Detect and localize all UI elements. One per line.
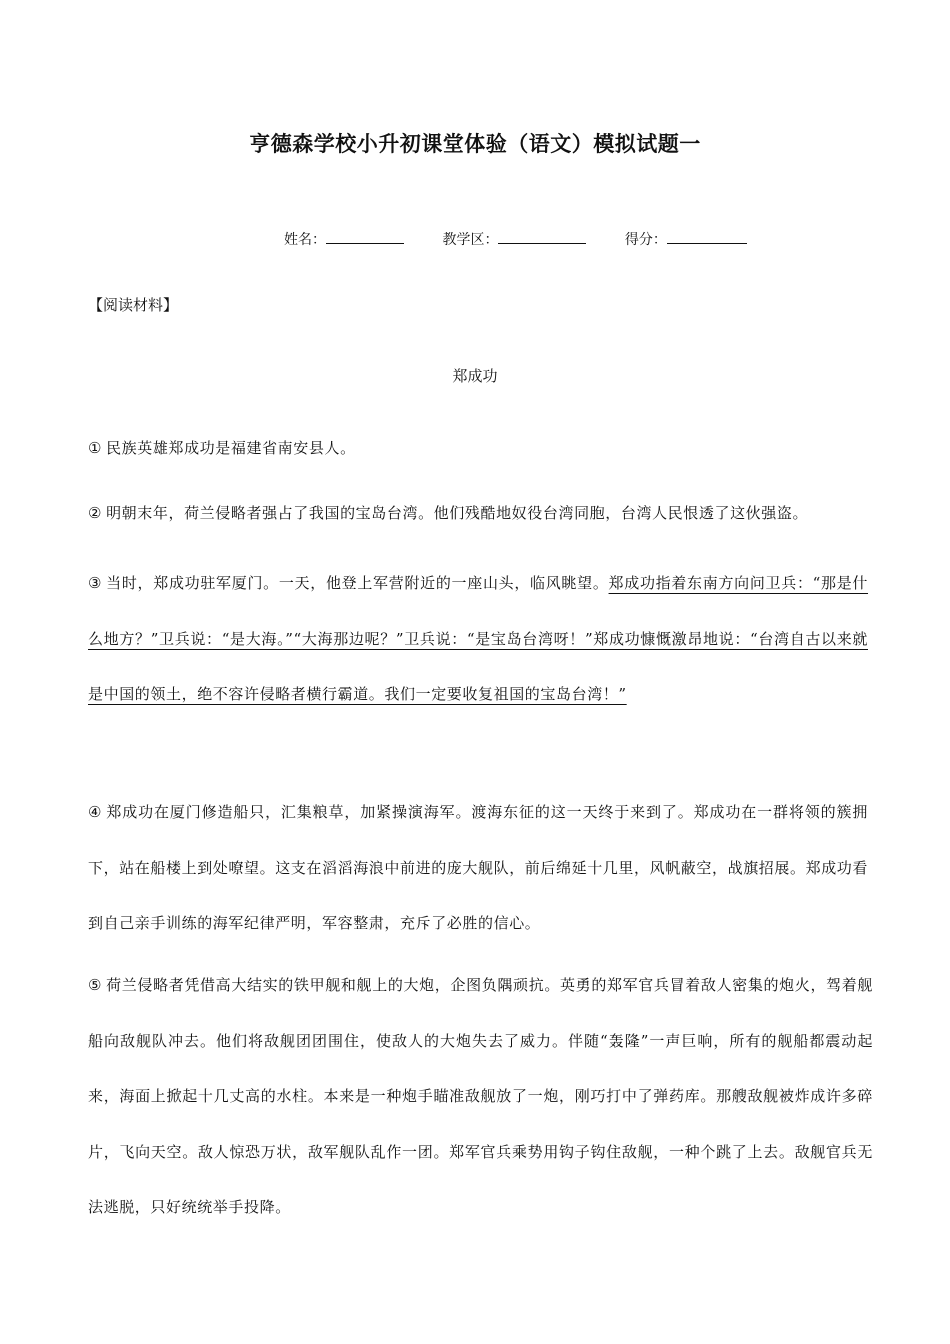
underlined-passage: 郑成功指着东南方向问卫兵：“那是什么地方？”卫兵说：“是大海。”“大海那边呢？”卫兵说：“是宝岛台湾呀！”郑成功慷慨激昂地说：“台湾自古以来就是中国的领土，绝不容许侵略者横行霸道。我们一定要收复祖国的宝岛台湾！” <box>88 574 869 703</box>
paragraph-2 <box>88 486 868 542</box>
paragraph-text: 荷兰侵略者凭借高大结实的铁甲舰和舰上的大炮，企图负隅顽抗。英勇的郑军官兵冒着敌人密集的炮火，驾着舰船向敌舰队冲去。他们将敌舰团团围住，使敌人的大炮失去了威力。伴随“轰隆”一声巨响，所有的舰船都震动起来，海面上掀起十几丈高的水柱。本来是一种炮手瞄准敌舰放了一炮，刚巧打中了弹药库。那艘敌舰被炸成许多碎片，飞向天空。敌人惊恐万状，敌军舰队乱作一团。郑军官兵乘势用钩子钩住敌舰，一种个跳了上去。敌舰官兵无法逃脱，只好统统举手投降。 <box>88 976 873 1216</box>
name-label: 姓名： <box>284 232 326 248</box>
paragraph-text: 民族英雄郑成功是福建省南安县人。 <box>106 439 356 457</box>
paragraph-number: ① <box>88 439 103 457</box>
district-label: 教学区： <box>442 232 499 248</box>
score-field[interactable] <box>625 228 747 249</box>
paragraph-number: ② <box>88 504 103 522</box>
paragraph-3 <box>88 556 868 723</box>
paragraph-4 <box>88 785 868 952</box>
name-field[interactable] <box>284 228 404 249</box>
score-label: 得分： <box>624 232 667 248</box>
paragraph-number: ⑤ <box>88 976 103 994</box>
paragraph-text: 郑成功在厦门修造船只，汇集粮草，加紧操演海军。渡海东征的这一天终于来到了。郑成功在一群将领的簇拥下，站在船楼上到处嘹望。这支在滔滔海浪中前进的庞大舰队，前后绵延十几里，风帆蔽空，战旗招展。郑成功看到自己亲手训练的海军纪律严明，军容整肃，充斥了必胜的信心。 <box>88 803 869 932</box>
paragraph-5 <box>88 958 873 1236</box>
district-field[interactable] <box>442 228 586 249</box>
score-blank[interactable] <box>667 228 747 244</box>
paragraph-text: 明朝末年，荷兰侵略者强占了我国的宝岛台湾。他们残酷地奴役台湾同胞，台湾人民恨透了这伙强盗。 <box>106 504 809 522</box>
page-title: 亨德森学校小升初课堂体验（语文）模拟试题一 <box>249 132 701 156</box>
paragraph-1 <box>88 421 868 477</box>
paragraph-number: ④ <box>88 803 103 821</box>
passage-title: 郑成功 <box>452 367 498 385</box>
paragraph-text: 当时，郑成功驻军厦门。一天，他登上军营附近的一座山头，临风眺望。 <box>106 574 609 592</box>
paragraph-number: ③ <box>88 574 103 592</box>
student-info-row <box>284 228 781 249</box>
name-blank[interactable] <box>326 228 404 244</box>
section-label: 【阅读材料】 <box>88 296 179 314</box>
district-blank[interactable] <box>498 228 586 244</box>
